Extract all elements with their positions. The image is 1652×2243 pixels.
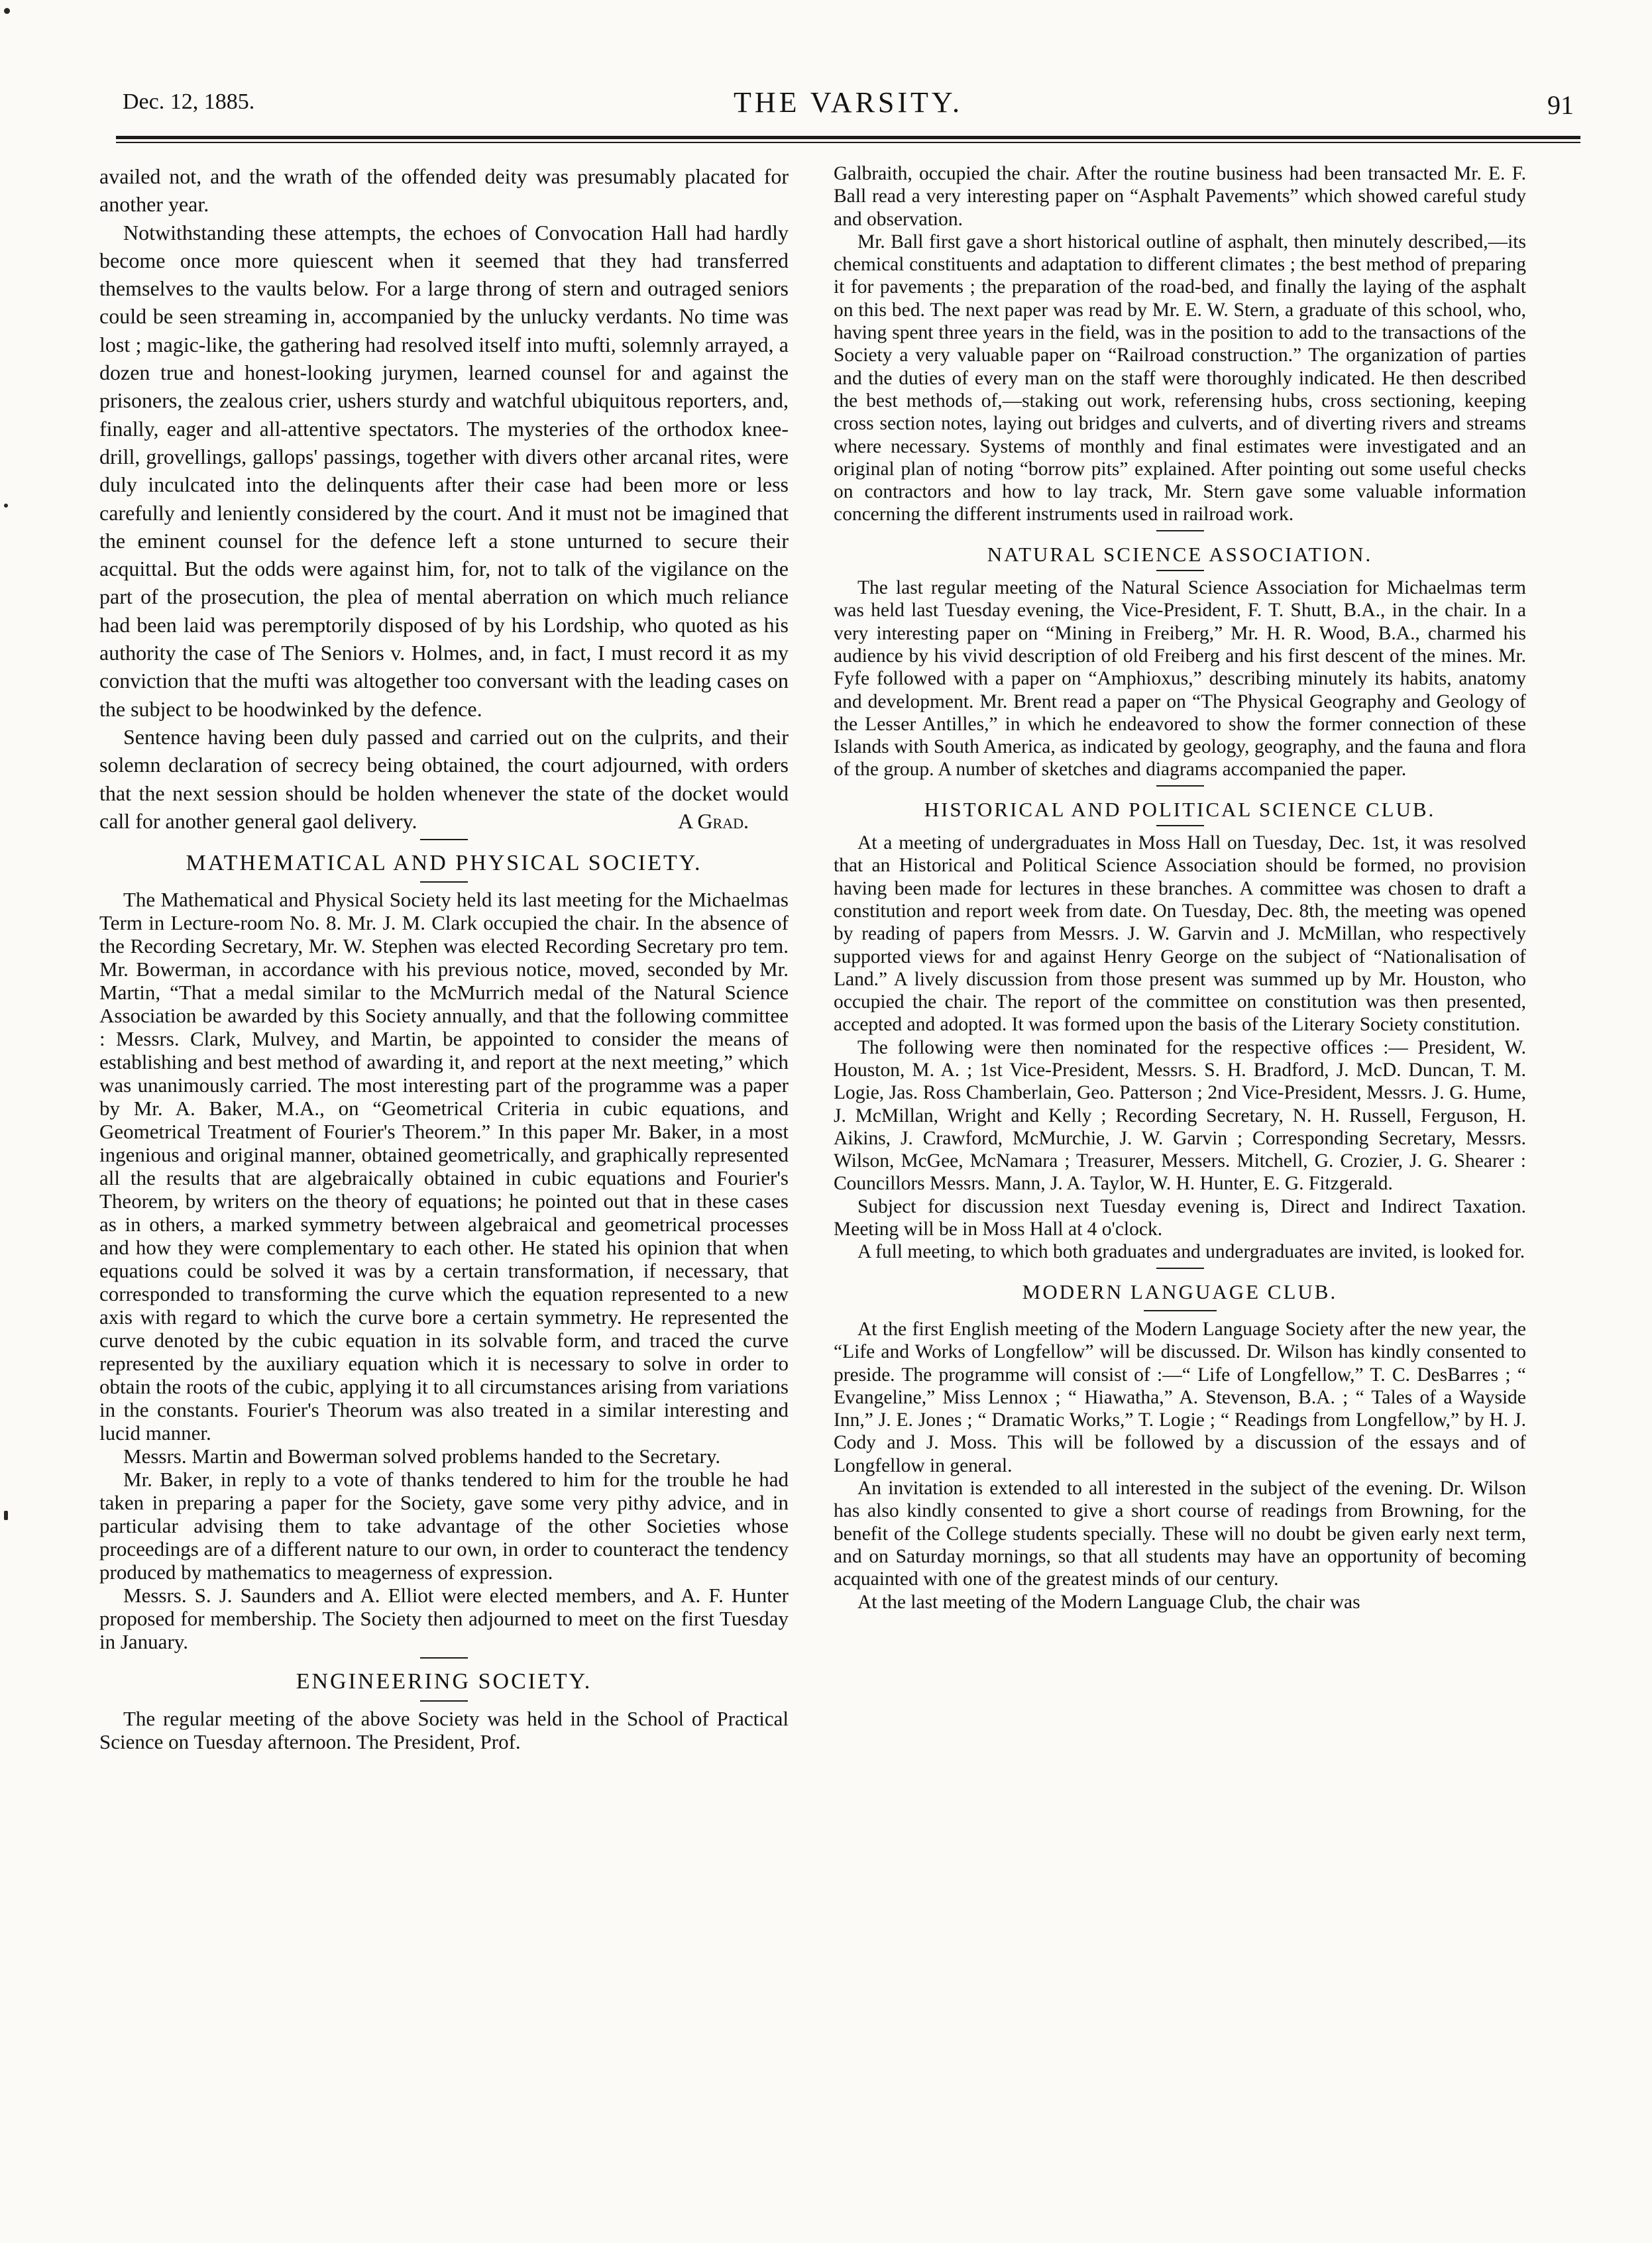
page-number: 91 [1547,90,1574,120]
article-paragraph: Notwithstanding these attempts, the echoes of Convocation Hall had hardly become once more quiescent when it seemed that they had transferred themselves to the vaults below. For a large throng of stern and outraged seniors could be seen streaming in, accompanied by the unlucky verdants. No time was lost ; magic-like, the gathering had resolved itself into mufti, solemnly arrayed, a dozen true and honest-looking jurymen, learned counsel for and against the prisoners, the zealous crier, ushers sturdy and watchful ubiquitous reporters, and, finally, eager and all-attentive spectators. The mysteries of the orthodox knee-drill, grovellings, gallops' passings, together with divers other arcanal rites, were duly inculcated into the delinquents after their case had been more or less carefully and leniently considered by the court. And it must not be imagined that the eminent counsel for the defence left a stone unturned to secure their acquittal. But the odds were against him, for, not to talk of the vigilance on the part of the prosecution, the plea of mental aberration on which much reliance had been laid was peremptorily disposed of by his Lordship, who quoted as his authority the case of The Seniors v. Holmes, and, in fact, I must record it as my conviction that the mufti was altogether too conversant with the leading cases on the subject to be hoodwinked by the defence. [99,220,789,721]
heading-rule [1144,1310,1217,1311]
heading-rule [1156,570,1204,571]
margin-dot [4,504,8,508]
margin-dot [4,8,10,14]
margin-dot [4,1511,8,1520]
right-column [834,162,1526,2210]
section-heading: HISTORICAL AND POLITICAL SCIENCE CLUB. [924,797,1436,821]
heading-rule [1156,825,1204,826]
section-divider [420,839,468,840]
section-heading: MODERN LANGUAGE CLUB. [1022,1280,1338,1303]
article-paragraph: The Mathematical and Physical Society held its last meeting for the Michaelmas Term in Lecture-room No. 8. Mr. J. M. Clark occupied the chair. In the absence of the Recording Secretary, Mr. W. Stephen was elected Recording Secretary pro tem. Mr. Bowerman, in accordance with his previous notice, moved, seconded by Mr. Martin, “That a medal similar to the McMurrich medal of the Natural Science Association be awarded by this Society annually, and that the following committee : Messrs. Clark, Mulvey, and Martin, be appointed to consider the means of establishing and best method of awarding it, and report at the next meeting,” which was unanimously carried. The most interesting part of the programme was a paper by Mr. A. Baker, M.A., on “Geometrical Criteria in cubic equations, and Geometrical Treatment of Fourier's Theorem.” In this paper Mr. Baker, in a most ingenious and original manner, obtained geometrically, and graphically represented all the results that are algebraically obtained in cubic equations and Fourier's Theorem, by writers on the theory of equations; he pointed out that in these cases as in others, a marked symmetry between algebraical and geometrical processes and how they were complementary to each other. He stated his opinion that when equations could be solved it was by a certain transformation, if necessary, that corresponded to transforming the curve which the equation represented to a new axis with regard to which the curve bore a certain symmetry. He represented the curve denoted by the cubic equation in its solvable form, and traced the curve represented by the auxiliary equation which it is necessary to solve in order to obtain the roots of the cubic, applying it to all circumstances arising from variations in the constants. Fourier's Theorum was also treated in a similar interesting and lucid manner. [99,888,789,1445]
article-paragraph: Messrs. Martin and Bowerman solved problems handed to the Secretary. [123,1445,721,1468]
article-paragraph: At a meeting of undergraduates in Moss Hall on Tuesday, Dec. 1st, it was resolved that an Historical and Political Science Association should be formed, no provision having been made for lectures in these branches. A committee was chosen to draft a constitution and report week from date. On Tuesday, Dec. 8th, the meeting was opened by reading of papers from Messrs. J. W. Garvin and J. McMillan, who respectively supported views for and against Henry George on the subject of “Nationalisation of Land.” A lively discussion from those present was summed up by Mr. Houston, who occupied the chair. The report of the committee on constitution was then presented, accepted and adopted. It was formed upon the basis of the Literary Society constitution. [834,832,1526,1036]
article-paragraph: The regular meeting of the above Society was held in the School of Practical Science on Tuesday afternoon. The President, Prof. [99,1706,789,1753]
header-rule-thick [116,136,1580,139]
article-paragraph: The last regular meeting of the Natural Science Association for Michaelmas term was held last Tuesday evening, the Vice-President, F. T. Shutt, B.A., in the chair. In a very interesting paper on “Mining in Freiberg,” Mr. H. R. Wood, B.A., charmed his audience by his vivid description of old Freiberg and his first descent of the mines. Mr. Fyfe followed with a paper on “Amphioxus,” describing minutely its habits, anatomy and development. Mr. Brent read a paper on “The Physical Geography and Geology of the Lesser Antilles,” in which he endeavored to show the former connection of these Islands with South America, as indicated by geology, geography, and the fauna and flora of the group. A number of sketches and diagrams accompanied the paper. [834,577,1526,781]
article-paragraph: Messrs. S. J. Saunders and A. Elliot were elected members, and A. F. Hunter proposed for membership. The Society then adjourned to meet on the first Tuesday in January. [99,1584,789,1654]
article-paragraph: Mr. Ball first gave a short historical outline of asphalt, then minutely described,—its chemical constituents and adaptation to different climates ; the best method of preparing it for pavements ; the preparation of the road-bed, and finally the laying of the asphalt on this bed. The next paper was read by Mr. E. W. Stern, a graduate of this school, who, having spent three years in the field, was in the position to add to the transactions of the Society a very valuable paper on “Railroad construction.” The organization of parties and the duties of every man on the staff were thoroughly indicated. He then described the best methods of,—staking out work, referensing hubs, cross sectioning, keeping cross section notes, laying out bridges and culverts, and of diverting rivers and streams where necessary. Systems of monthly and final estimates were investigated and an original plan of noting “borrow pits” explained. After pointing out some useful checks on contractors and how to lay track, Mr. Stern gave some valuable information concerning the different instruments used in railroad work. [834,231,1526,525]
left-column [99,162,789,2210]
section-divider [1156,785,1204,787]
heading-rule [420,881,468,883]
article-paragraph: availed not, and the wrath of the offended deity was presumably placated for another year. [99,164,789,217]
article-paragraph-text: Sentence having been duly passed and carried out on the culprits, and their solemn declaration of secrecy being obtained, the court adjourned, with orders that the next session should be holden whenever the state of the docket would call for another general gaol delivery. [99,724,789,833]
section-divider [420,1657,468,1659]
article-paragraph: An invitation is extended to all interested in the subject of the evening. Dr. Wilson has also kindly consented to give a short course of readings from Browning, for the benefit of the College students specially. These will no doubt be given early next term, and on Saturday mornings, so that all students may have an opportunity of becoming acquainted with one of the greatest minds of our century. [834,1478,1526,1590]
section-divider [1156,1268,1204,1269]
section-heading: ENGINEERING SOCIETY. [296,1669,592,1694]
article-paragraph: Subject for discussion next Tuesday evening is, Direct and Indirect Taxation. Meeting will be in Moss Hall at 4 o'clock. [834,1195,1526,1240]
section-heading: NATURAL SCIENCE ASSOCIATION. [987,542,1373,566]
article-paragraph: At the first English meeting of the Modern Language Society after the new year, the “Life and Works of Longfellow” will be discussed. Dr. Wilson has kindly consented to preside. The programme will consist of :—“ Life of Longfellow,” T. C. DesBarres ; “ Evangeline,” Miss Lennox ; “ Hiawatha,” A. Stevenson, B.A. ; “ Tales of a Wayside Inn,” J. E. Jones ; “ Dramatic Works,” T. Logie ; “ Readings from Longfellow,” by H. J. Cody and J. Moss. This will be followed by a discussion of the essays and of Longfellow in general. [834,1318,1526,1476]
heading-rule [420,1700,468,1702]
article-paragraph: The following were then nominated for the respective offices :— President, W. Houston, M. A. ; 1st Vice-President, Messrs. S. H. Bradford, J. McD. Duncan, T. M. Logie, Jas. Ross Chamberlain, Geo. Patterson ; 2nd Vice-President, Messrs. J. G. Hume, J. McMillan, Wright and Kelly ; Recording Secretary, N. H. Russell, Ferguson, H. Aikins, J. Crawford, McMurchie, J. W. Garvin ; Corresponding Secretary, Messrs. Wilson, McGee, McNamara ; Treasurer, Messers. Mitchell, G. Crozier, J. G. Shearer : Councillors Messrs. Mann, J. A. Taylor, W. H. Hunter, E. G. Fitzgerald. [834,1036,1526,1195]
math-society-report [99,888,789,1653]
section-heading: MATHEMATICAL AND PHYSICAL SOCIETY. [186,851,702,876]
article-paragraph [99,723,789,835]
masthead-title: THE VARSITY. [733,86,964,119]
article-paragraph: Galbraith, occupied the chair. After the routine business had been transacted Mr. E. F. Ball read a very interesting paper on “Asphalt Pavements” which showed careful study and observation. [834,163,1526,230]
header-rule-thin [116,142,1580,143]
article-paragraph: At the last meeting of the Modern Language Club, the chair was [857,1591,1360,1613]
article-paragraph: Mr. Baker, in reply to a vote of thanks tendered to him for the trouble he had taken in preparing a paper for the Society, gave some very pithy advice, and in particular advising them to take advantage of the other Societies whose proceedings are of a different nature to our own, in order to counteract the tendency produced by mathematics to meagerness of expression. [99,1468,789,1584]
header-date: Dec. 12, 1885. [123,89,255,114]
author-signature: A Grad. [678,808,749,833]
running-header [123,86,1574,136]
section-divider [1156,530,1204,531]
article-paragraph: A full meeting, to which both graduates and undergraduates are invited, is looked for. [857,1241,1525,1263]
